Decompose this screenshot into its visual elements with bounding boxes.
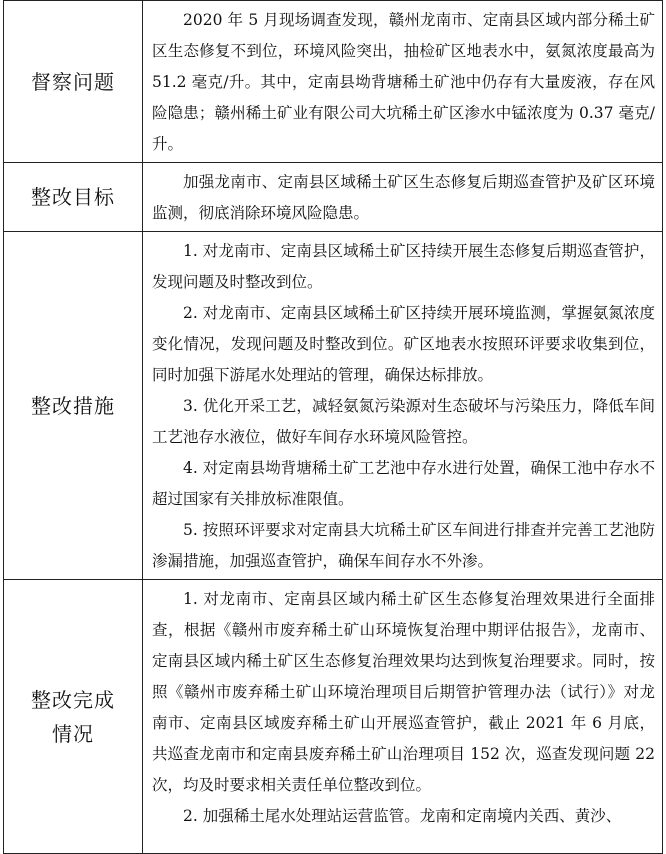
paragraph: 3. 优化开采工艺，减轻氨氮污染源对生态破坏与污染压力，降低车间工艺池存水液位，做好车间存水环境风险管控。 <box>152 397 655 446</box>
paragraph: 1. 对龙南市、定南县区域稀土矿区持续开展生态修复后期巡查管护，发现问题及时整改到位。 <box>152 242 655 291</box>
paragraph: 1. 对龙南市、定南县区域内稀土矿区生态修复治理效果进行全面排查，根据《赣州市废弃稀土矿山环境恢复治理中期评估报告》，龙南市、定南县区域内稀土矿区生态修复治理效果均达到恢复治理要求。同时，按照《赣州市废弃稀土矿山环境治理项目后期管护管理办法（试行）》对龙南市、定南县区域废弃稀土矿山开展巡查管护，截止 2021 年 6 月底，共巡查龙南市和定南县废弃稀土矿山治理项目 152 次，巡查发现问题 22 次，均及时要求相关责任单位整改到位。 <box>152 590 655 794</box>
table-row <box>4 1 663 163</box>
paragraph: 2020 年 5 月现场调查发现，赣州龙南市、定南县区域内部分稀土矿区生态修复不到位，环境风险突出，抽检矿区地表水中，氨氮浓度最高为 51.2 毫克/升。其中，定南县坳背塘稀土矿池中仍存有大量废液，存在风险隐患；赣州稀土矿业有限公司大坑稀土矿区渗水中锰浓度为 0.37 毫克/升。 <box>152 11 655 153</box>
table-row <box>4 163 663 232</box>
row-content-cell <box>143 163 663 232</box>
row-label: 整改目标 <box>31 185 115 209</box>
paragraph: 5. 按照环评要求对定南县大坑稀土矿区车间进行排查并完善工艺池防渗漏措施，加强巡查管护，确保车间存水不外渗。 <box>152 521 655 570</box>
row-label-line: 整改完成 <box>31 687 115 712</box>
row-label: 整改措施 <box>31 393 115 418</box>
paragraph: 2. 加强稀土尾水处理站运营监管。龙南和定南境内关西、黄沙、 <box>183 807 622 825</box>
table-row <box>4 580 663 854</box>
rectification-table <box>3 0 663 854</box>
row-content-cell <box>143 232 663 580</box>
paragraph: 4. 对定南县坳背塘稀土矿工艺池中存水进行处置，确保工池中存水不超过国家有关排放标准限值。 <box>152 459 655 508</box>
row-label-line: 情况 <box>52 721 94 746</box>
row-label-cell <box>4 1 143 163</box>
row-label <box>31 683 115 751</box>
row-label-cell <box>4 232 143 580</box>
row-content-cell <box>143 1 663 163</box>
row-label-cell <box>4 580 143 854</box>
paragraph: 加强龙南市、定南县区域稀土矿区生态修复后期巡查管护及矿区环境监测，彻底消除环境风险隐患。 <box>152 173 655 222</box>
table-row <box>4 232 663 580</box>
row-label-cell <box>4 163 143 232</box>
row-content-cell <box>143 580 663 854</box>
row-label: 督察问题 <box>31 69 115 94</box>
paragraph: 2. 对龙南市、定南县区域稀土矿区持续开展环境监测，掌握氨氮浓度变化情况，发现问题及时整改到位。矿区地表水按照环评要求收集到位，同时加强下游尾水处理站的管理，确保达标排放。 <box>152 304 655 384</box>
